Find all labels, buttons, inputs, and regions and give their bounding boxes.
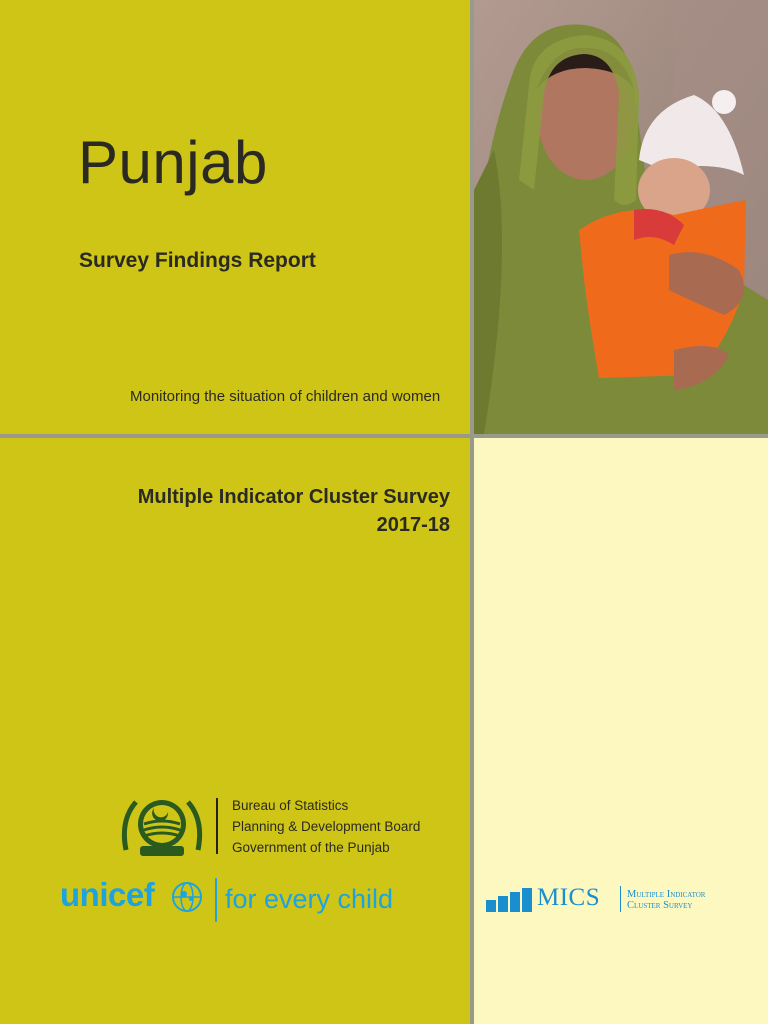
publisher-line-1: Bureau of Statistics xyxy=(232,798,349,813)
cover-bottom-right-panel xyxy=(474,438,768,1024)
report-subtitle: Survey Findings Report xyxy=(79,249,316,272)
mics-full-name-line-2: Cluster Survey xyxy=(627,900,693,911)
mics-bars-icon xyxy=(486,886,534,912)
mother-and-child-photo xyxy=(474,0,768,434)
survey-name: Multiple Indicator Cluster Survey xyxy=(137,486,450,508)
unicef-tagline: for every child xyxy=(225,884,394,914)
survey-years: 2017-18 xyxy=(376,514,450,536)
unicef-wordmark: unicef xyxy=(60,876,155,913)
publisher-divider xyxy=(216,798,218,854)
survey-title-block xyxy=(138,483,450,539)
publisher-line-2: Planning & Development Board xyxy=(232,819,421,834)
cover-top-left-panel xyxy=(0,0,470,434)
mics-divider xyxy=(620,886,621,912)
unicef-divider xyxy=(215,878,217,922)
publisher-line-3: Government of the Punjab xyxy=(232,840,390,855)
report-title: Punjab xyxy=(78,129,268,196)
government-of-punjab-emblem xyxy=(118,790,206,862)
cover-photo xyxy=(474,0,768,434)
mics-full-name-line-1: Multiple Indicator xyxy=(627,889,706,900)
mics-full-name xyxy=(627,889,705,911)
report-tagline: Monitoring the situation of children and women xyxy=(130,388,441,405)
mics-wordmark: MICS xyxy=(537,884,601,911)
publisher-block xyxy=(232,795,420,858)
unicef-globe-icon xyxy=(170,880,204,914)
